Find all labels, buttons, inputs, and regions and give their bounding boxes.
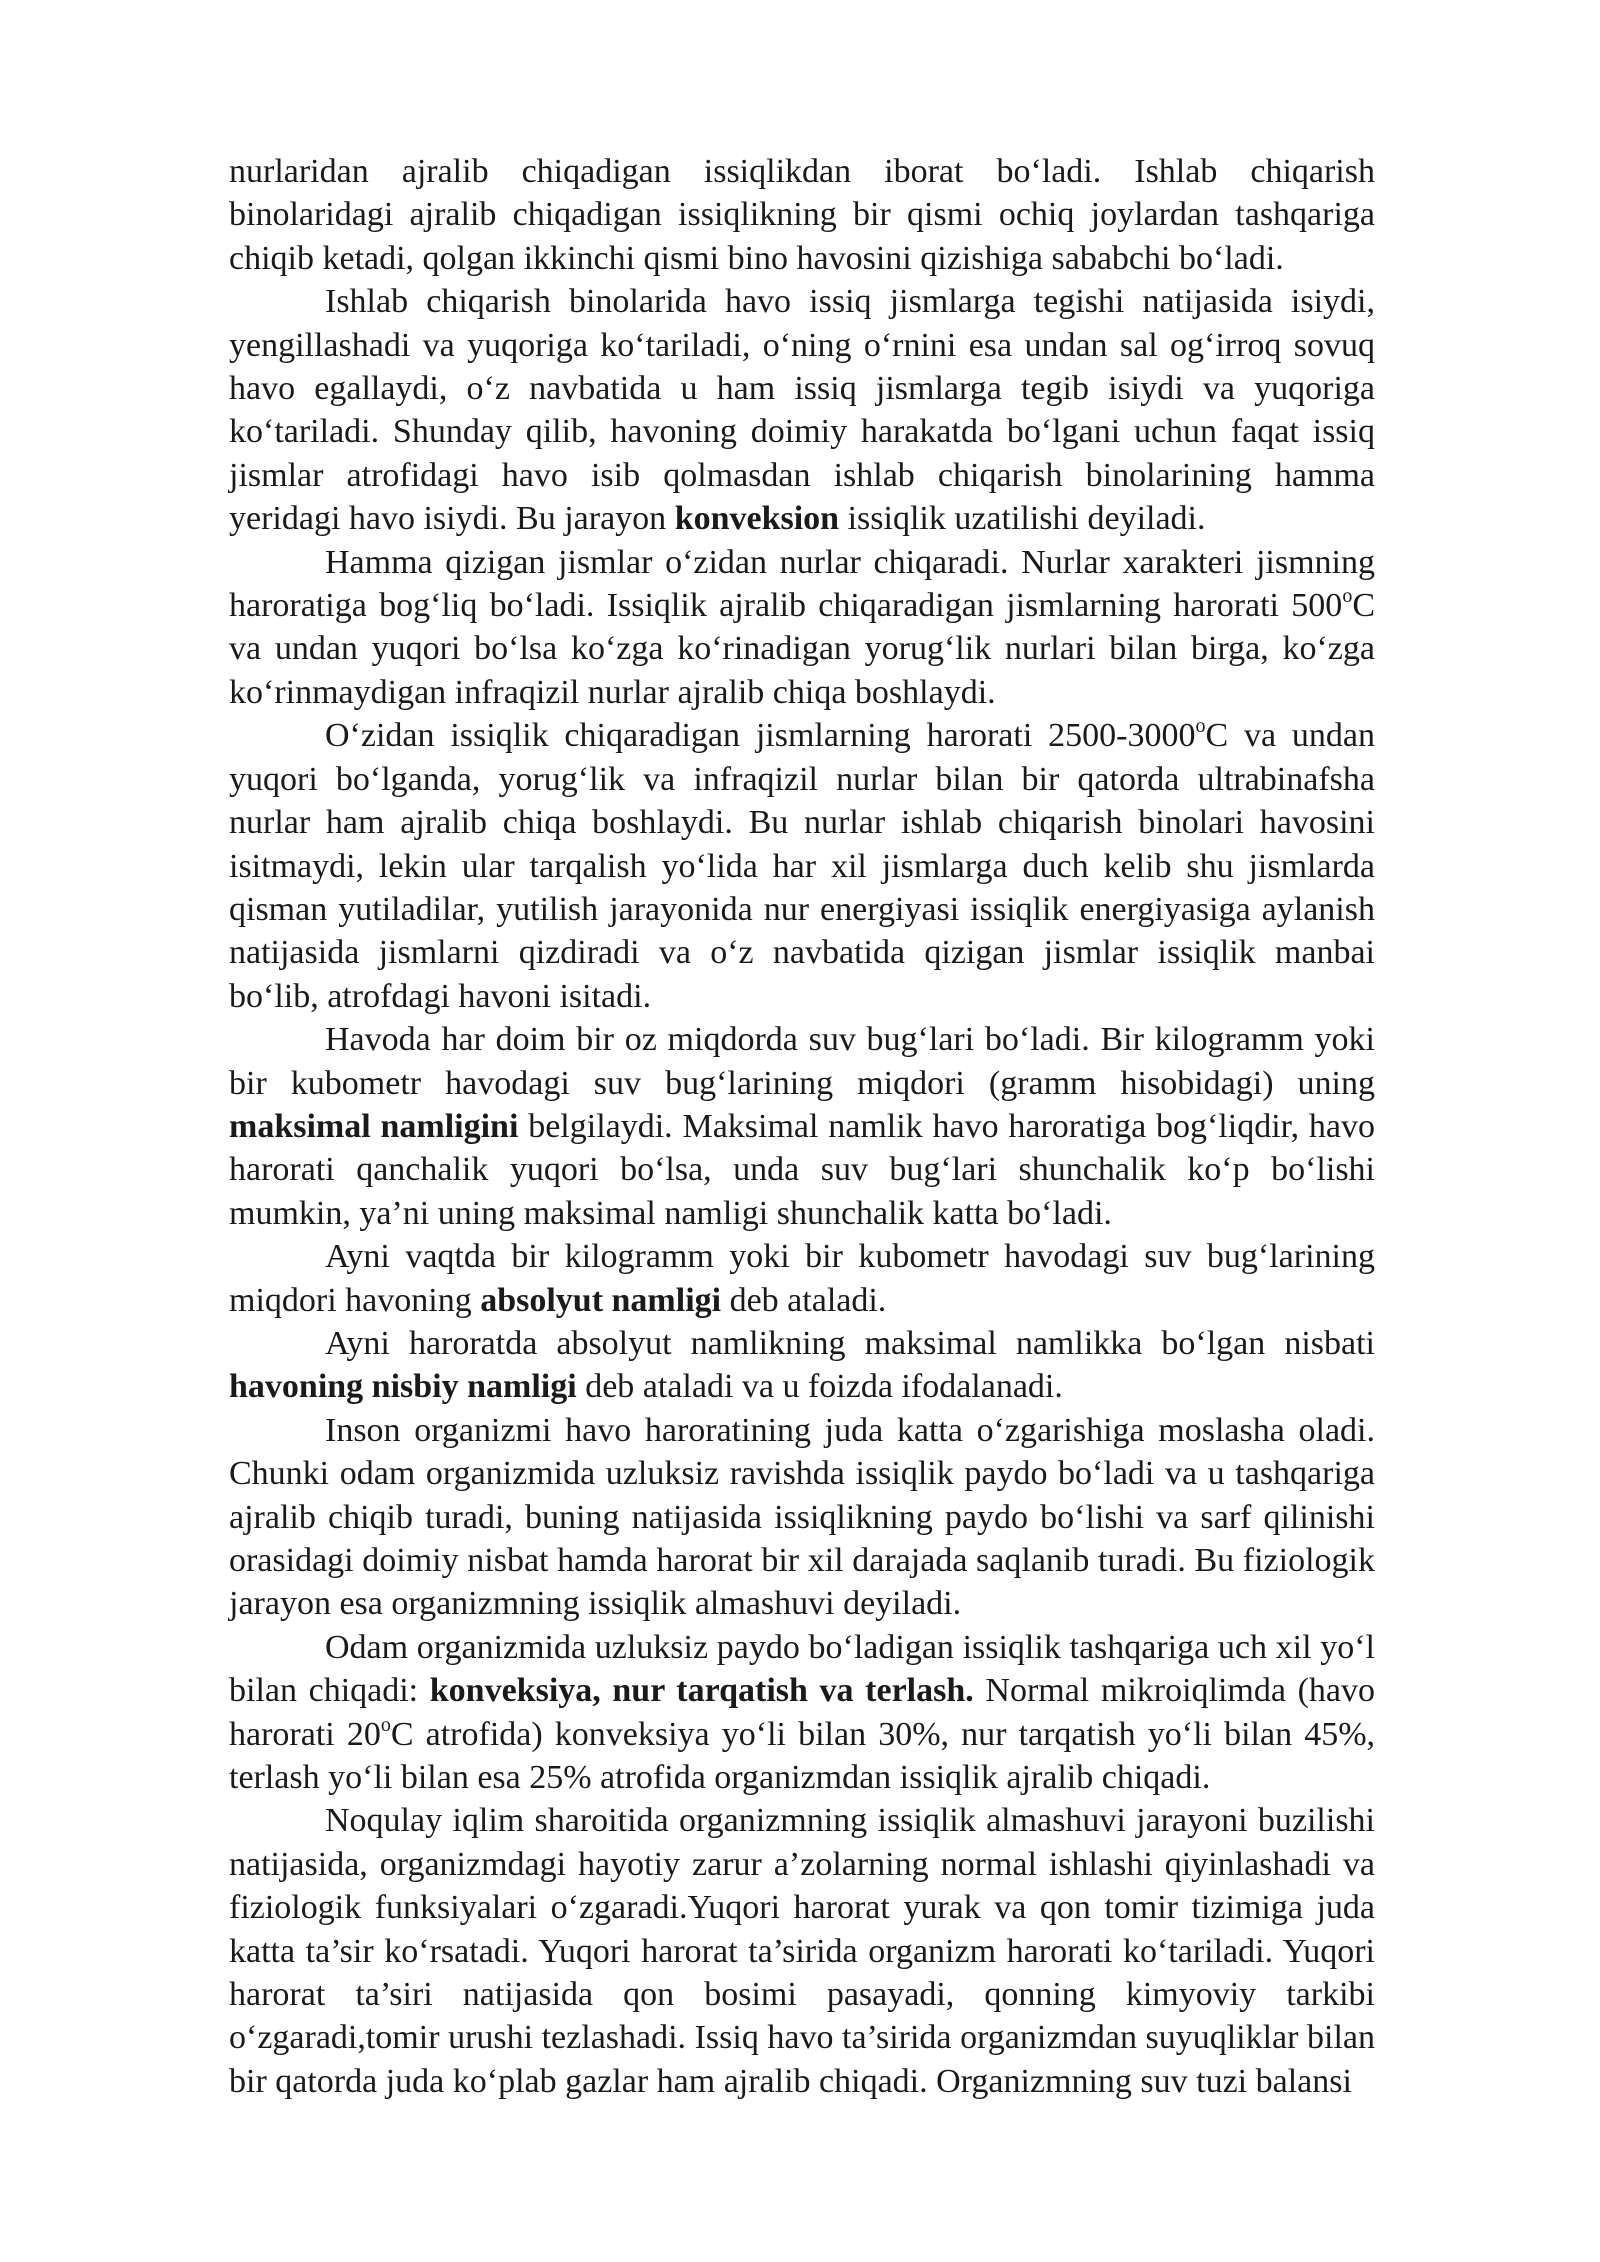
paragraph-3	[229, 541, 1375, 715]
paragraph-5	[229, 1018, 1375, 1235]
term-heat-transfer-ways: konveksiya, nur tarqatish va terlash.	[429, 1672, 974, 1710]
paragraph-9	[229, 1626, 1375, 1800]
text-run: belgilaydi. Maksimal namlik havo haroratiga bog‘liqdir, havo harorati qanchalik yuqori bo‘lsa, unda suv bug‘lari shunchalik ko‘p bo‘lishi mumkin, ya’ni uning maksimal namligi shunchalik katta bo‘ladi.	[229, 1107, 1375, 1232]
text-run: Noqulay iqlim sharoitida organizmning issiqlik almashuvi jarayoni buzilishi natijasida, organizmdagi hayotiy zarur a’zolarning normal ishlashi qiyinlashadi va fiziologik funksiyalari o‘zgaradi.Yuqori harorat yurak va qon tomir tizimiga juda katta ta’sir ko‘rsatadi. Yuqori harorat ta’sirida organizm harorati ko‘tariladi. Yuqori harorat ta’siri natijasida qon bosimi pasayadi, qonning kimyoviy tarkibi o‘zgaradi,tomir urushi tezlashadi. Issiq havo ta’sirida organizmdan suyuqliklar bilan bir qatorda juda ko‘plab gazlar ham ajralib chiqadi. Organizmning suv tuzi balansi	[229, 1802, 1375, 2100]
text-run: Odam organizmida uzluksiz paydo bo‘ladigan issiqlik tashqariga uch xil yo‘l bilan chiqadi:	[229, 1628, 1375, 1710]
text-run: C va undan yuqori bo‘lganda, yorug‘lik va infraqizil nurlar bilan bir qatorda ultrabinafsha nurlar ham ajralib chiqa boshlaydi. Bu nurlar ishlab chiqarish binolari havosini isitmaydi, lekin ular tarqalish yo‘lida har xil jismlarga duch kelib shu jismlarda qisman yutiladilar, yutilish jarayonida nur energiyasi issiqlik energiyasiga aylanish natijasida jismlarni qizdiradi va o‘z navbatida qizigan jismlar issiqlik manbai bo‘lib, atrofdagi havoni isitadi.	[229, 717, 1376, 1015]
paragraph-8	[229, 1409, 1375, 1626]
term-absolyut-namlik: absolyut namligi	[480, 1281, 722, 1319]
degree-superscript: o	[1342, 585, 1353, 608]
text-run: deb ataladi va u foizda ifodalanadi.	[576, 1368, 1063, 1406]
degree-superscript: o	[380, 1713, 391, 1736]
text-run: nurlaridan ajralib chiqadigan issiqlikdan iborat bo‘ladi. Ishlab chiqarish binolaridagi ajralib chiqadigan issiqlikning bir qismi ochiq joylardan tashqariga chiqib ketadi, qolgan ikkinchi qismi bino havosini qizishiga sababchi bo‘ladi.	[229, 153, 1375, 277]
document-page	[229, 150, 1375, 2103]
term-nisbiy-namlik: havoning nisbiy namligi	[229, 1368, 577, 1406]
paragraph-4	[229, 714, 1375, 1018]
text-run: issiqlik uzatilishi deyiladi.	[839, 500, 1206, 538]
text-run: C atrofida) konveksiya yo‘li bilan 30%, nur tarqatish yo‘li bilan 45%, terlash yo‘li bilan esa 25% atrofida organizmdan issiqlik ajralib chiqadi.	[229, 1715, 1376, 1797]
text-run: O‘zidan issiqlik chiqaradigan jismlarning harorati 2500-3000	[325, 717, 1196, 755]
text-run: Ayni vaqtda bir kilogramm yoki bir kubometr havodagi suv bug‘larining miqdori havoning	[229, 1238, 1375, 1319]
paragraph-2	[229, 280, 1375, 540]
text-run: Ayni haroratda absolyut namlikning maksimal namlikka bo‘lgan nisbati	[325, 1324, 1375, 1362]
text-run: Ishlab chiqarish binolarida havo issiq jismlarga tegishi natijasida isiydi, yengillashadi va yuqoriga ko‘tariladi, o‘ning o‘rnini esa undan sal og‘irroq sovuq havo egallaydi, o‘z navbatida u ham issiq jismlarga tegib isiydi va yuqoriga ko‘tariladi. Shunday qilib, havoning doimiy harakatda bo‘lgani uchun faqat issiq jismlar atrofidagi havo isib qolmasdan ishlab chiqarish binolarining hamma yeridagi havo isiydi. Bu jarayon	[229, 283, 1375, 538]
term-konveksion: konveksion	[674, 500, 840, 538]
paragraph-6	[229, 1235, 1375, 1322]
text-run: Normal mikroiqlimda (havo harorati 20	[229, 1672, 1375, 1753]
paragraph-10	[229, 1799, 1375, 2103]
paragraph-7	[229, 1322, 1375, 1409]
text-run: Hamma qizigan jismlar o‘zidan nurlar chiqaradi. Nurlar xarakteri jismning haroratiga bog‘liq bo‘ladi. Issiqlik ajralib chiqaradigan jismlarning harorati 500	[229, 543, 1375, 625]
text-run: Havoda har doim bir oz miqdorda suv bug‘lari bo‘ladi. Bir kilogramm yoki bir kubometr havodagi suv bug‘larining miqdori (gramm hisobidagi) uning	[229, 1021, 1375, 1102]
paragraph-1	[229, 150, 1375, 280]
text-run: deb ataladi.	[721, 1281, 887, 1319]
degree-superscript: o	[1195, 715, 1206, 738]
term-maksimal-namlik: maksimal namligini	[229, 1107, 519, 1145]
text-run: Inson organizmi havo haroratining juda katta o‘zgarishiga moslasha oladi. Chunki odam organizmida uzluksiz ravishda issiqlik paydo bo‘ladi va u tashqariga ajralib chiqib turadi, buning natijasida issiqlikning paydo bo‘lishi va sarf qilinishi orasidagi doimiy nisbat hamda harorat bir xil darajada saqlanib turadi. Bu fiziologik jarayon esa organizmning issiqlik almashuvi deyiladi.	[229, 1411, 1375, 1623]
text-run: C va undan yuqori bo‘lsa ko‘zga ko‘rinadigan yorug‘lik nurlari bilan birga, ko‘zga ko‘rinmaydigan infraqizil nurlar ajralib chiqa boshlaydi.	[229, 587, 1375, 711]
